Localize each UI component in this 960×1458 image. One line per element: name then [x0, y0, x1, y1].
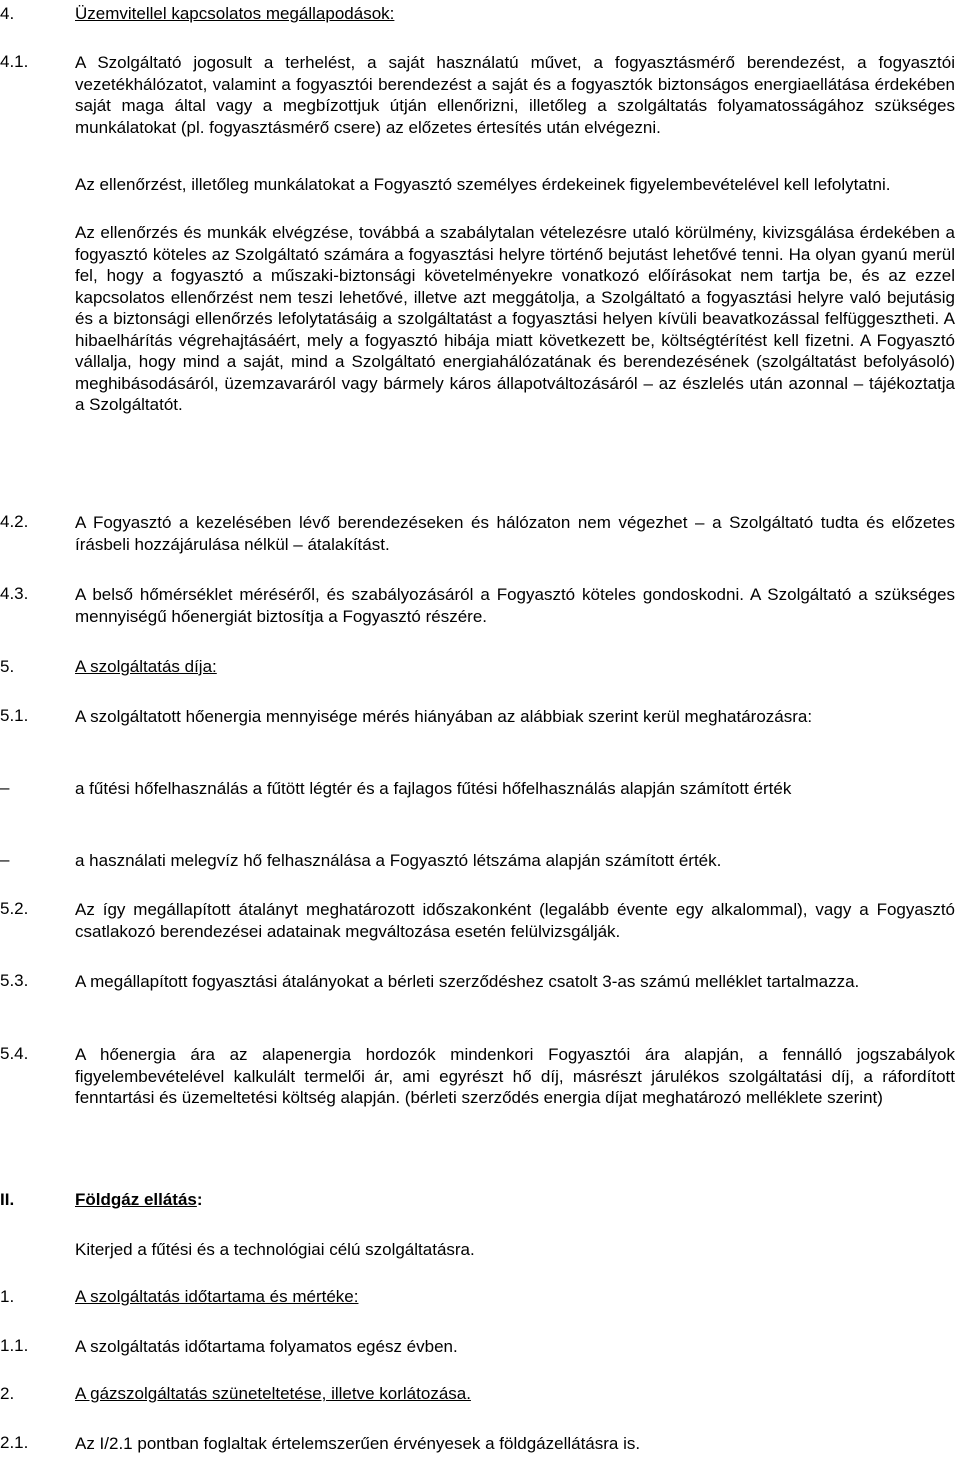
chapter-title [75, 1190, 203, 1210]
paragraph: A Szolgáltató jogosult a terhelést, a saját használatú művet, a fogyasztásmérő berendezést, a fogyasztói vezetékhálózatot, valamint a fogyasztói berendezést a saját és a fogyasztók biztonságos energiaellátása érdekében saját maga által vagy a megbízottjuk útján ellenőrizni, illetőleg a szolgáltatás folyamatosságához szükséges munkálatokat (pl. fogyasztásmérő csere) az előzetes értesítés után elvégezni. [75, 53, 955, 137]
section-number: 5.1. [0, 706, 29, 725]
paragraph: A szolgáltatás időtartama folyamatos egész évben. [75, 1337, 458, 1356]
section-title: Üzemvitellel kapcsolatos megállapodások: [75, 4, 395, 23]
section-title: A szolgáltatás díja: [75, 657, 217, 676]
list-item: a fűtési hőfelhasználás a fűtött légtér és a fajlagos fűtési hőfelhasználás alapján számított érték [75, 779, 792, 798]
section-number: 1.1. [0, 1336, 29, 1355]
paragraph: Az ellenőrzést, illetőleg munkálatokat a Fogyasztó személyes érdekeinek figyelembevételével kell lefolytatni. [75, 175, 891, 194]
list-item: a használati melegvíz hő felhasználása a Fogyasztó létszáma alapján számított érték. [75, 851, 722, 870]
section-number: 4.3. [0, 584, 29, 603]
section-number: 4. [0, 4, 15, 23]
chapter-number: II. [0, 1190, 15, 1209]
paragraph: A Fogyasztó a kezelésében lévő berendezéseken és hálózaton nem végezhet – a Szolgáltató tudta és előzetes írásbeli hozzájárulása nélkül – átalakítást. [75, 513, 955, 554]
paragraph: A belső hőmérséklet méréséről, és szabályozásáról a Fogyasztó köteles gondoskodni. A Szolgáltató a szükséges mennyiségű hőenergiát biztosítja a Fogyasztó részére. [75, 585, 955, 626]
bullet-dash: – [0, 850, 10, 869]
section-number: 4.1. [0, 52, 29, 71]
paragraph: A megállapított fogyasztási átalányokat a bérleti szerződéshez csatolt 3-as számú melléklet tartalmazza. [75, 972, 860, 991]
section-title: A gázszolgáltatás szüneteltetése, illetve korlátozása. [75, 1384, 471, 1403]
paragraph: Az ellenőrzés és munkák elvégzése, továbbá a szabálytalan vételezésre utaló körülmény, kivizsgálása érdekében a fogyasztó köteles az Szolgáltató számára a fogyasztási helyre történő bejutást lehetővé tenni. Ha olyan gyanú merül fel, hogy a fogyasztó a műszaki-biztonsági követelményekre vonatkozó előírásokat nem tartja be, és az ezzel kapcsolatos ellenőrzést nem teszi lehetővé, illetve azt meggátolja, a Szolgáltató a fogyasztási helyre való bejutásig és a biztonsági ellenőrzés lefolytatásáig a szolgáltatást a fogyasztási helyen kívüli beavatkozással felfüggesztheti. A hibaelhárítás végrehajtásáért, mely a fogyasztó hibája miatt következett be, költségtérítést kell fizetni. A Fogyasztó vállalja, hogy mind a saját, mind a Szolgáltató energiahálózatának és berendezésének (szolgáltatást befolyásoló) meghibásodásáról, üzemzavaráról vagy bármely káros állapotváltozásáról – az észlelés után azonnal – tájékoztatja a Szolgáltatót. [75, 223, 955, 414]
section-title: A szolgáltatás időtartama és mértéke: [75, 1287, 359, 1306]
paragraph: Az így megállapított átalányt meghatározott időszakonként (legalább évente egy alkalommal), vagy a Fogyasztó csatlakozó berendezései adatainak megváltozása esetén felülvizsgálják. [75, 900, 955, 941]
bullet-dash: – [0, 778, 10, 797]
paragraph: A szolgáltatott hőenergia mennyisége mérés hiányában az alábbiak szerint kerül meghatározásra: [75, 707, 813, 726]
paragraph: Az I/2.1 pontban foglaltak értelemszerűen érvényesek a földgázellátásra is. [75, 1434, 641, 1453]
chapter-title-colon: : [196, 1190, 203, 1209]
section-number: 5.3. [0, 971, 29, 990]
section-number: 5.2. [0, 899, 29, 918]
section-number: 4.2. [0, 512, 29, 531]
chapter-title-text: Földgáz ellátás [75, 1190, 197, 1209]
section-number: 2.1. [0, 1433, 29, 1452]
section-number: 2. [0, 1384, 15, 1403]
section-number: 5. [0, 657, 15, 676]
section-number: 5.4. [0, 1044, 29, 1063]
section-number: 1. [0, 1287, 15, 1306]
paragraph: Kiterjed a fűtési és a technológiai célú szolgáltatásra. [75, 1240, 475, 1259]
paragraph: A hőenergia ára az alapenergia hordozók mindenkori Fogyasztói ára alapján, a fennálló jogszabályok figyelembevételével kalkulált termelői ár, ami egyrészt hő díj, másrészt járulékos szolgáltatási díj, a ráfordított fenntartási és üzemeltetési költség alapján. (bérleti szerződés energia díjat meghatározó melléklete szerint) [75, 1045, 955, 1107]
